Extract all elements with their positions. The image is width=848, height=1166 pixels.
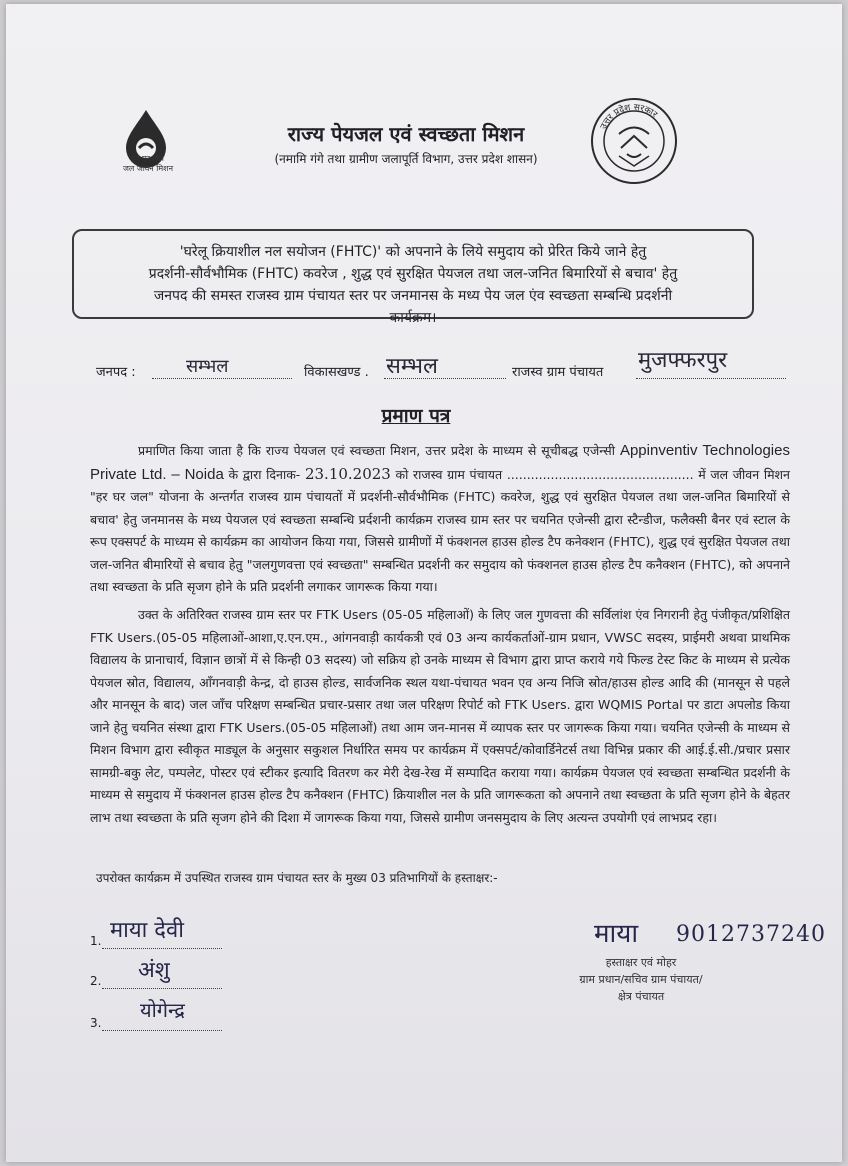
- para1-intro: प्रमाणित किया जाता है कि राज्य पेयजल एवं स्वच्छता मिशन, उत्तर प्रदेश के माध्यम से सूचीबद्ध एजेन्सी: [138, 443, 615, 458]
- signature-2: अंशु: [138, 958, 170, 983]
- logo-text: हर घर जल: [132, 154, 164, 163]
- district-field[interactable]: सम्भल: [186, 356, 229, 377]
- district-label: जनपद :: [96, 365, 136, 380]
- para1-body: को राजस्व ग्राम पंचायत ............................................... में जल जीवन मिशन "हर घर जल" योजना के अन्तर्गत राजस्व ग्राम पंचायतों में प्रदर्शनी-सौर्वभौमिक (FHTC) कवरेज, शुद्ध एवं सुरक्षित पेयजल तथा जल-जनित बिमारियों से बचाव' हेतु जनमानस के मध्य पेयजल एवं स्वच्छता सम्बन्धि प्रर्दशनी कार्यक्रम राजस्व ग्राम स्तर पर चयनित एजेन्सी द्वारा स्टैन्डीज, फलैक्सी बैनर एवं स्टाल के रूप एक्सपर्ट के माध्यम से कार्यक्रम का आयोजन किया गया, जिससे ग्रामीणों में फंक्शनल हाउस होल्ड टैप कनेक्शन (FHTC), शुद्ध एवं सुरक्षित पेयजल तथा जल-जनित बीमारियों से बचाव हेतु "जलगुणवत्ता एवं स्वच्छता" सम्बन्धित प्रदर्शनी कर समुदाय को फंक्शनल हाउस होल्ड टैप कनैक्शन (FHTC), को अपनाने तथा स्वच्छता के प्रति सृजग होने के प्रति प्रदर्शनी लगाकर जागरूक किया गया।: [90, 466, 790, 594]
- banner-line-3: जनपद की समस्त राजस्व ग्राम पंचायत स्तर पर जनमानस के मध्य पेय जल एंव स्वच्छता सम्बन्धि प्रदर्शनी: [153, 288, 673, 304]
- pradhan-signature: माया: [594, 919, 639, 949]
- agency-name: Appinventiv Technologies Private Ltd. – Noida: [90, 442, 790, 483]
- panchayat-field[interactable]: मुजफ्फरपुर: [638, 348, 728, 373]
- signature-number-2: 2.: [90, 974, 102, 988]
- emblem-seal-icon: [589, 96, 679, 186]
- panchayat-label: राजस्व ग्राम पंचायत: [512, 365, 604, 380]
- location-fields: [96, 348, 816, 384]
- stamp-label: हस्ताक्षर एवं मोहर: [605, 956, 677, 969]
- logo-subtext: जल जीवन मिशन: [122, 164, 174, 173]
- page-title: राज्य पेयजल एवं स्वच्छता मिशन: [287, 122, 525, 146]
- document-page: [6, 4, 842, 1162]
- signature-number-1: 1.: [90, 934, 102, 948]
- block-field[interactable]: सम्भल: [386, 354, 438, 379]
- logo-caption: [110, 154, 186, 174]
- certificate-paragraph-2: उक्त के अतिरिक्त राजस्व ग्राम स्तर पर FTK Users (05-05 महिलाओं) के लिए जल गुणवत्ता की सर्विलांश एंव निगरानी हेतु पंजीकृत/प्रशिक्षित FTK Users.(05-05 महिलाओं-आशा,ए.एन.एम., आंगनवाड़ी कार्यकत्री एवं 03 अन्य कार्यकर्ताओं-ग्राम प्रधान, VWSC सदस्य, प्राईमरी अथवा प्राथमिक विद्यालय के प्रानाचार्य, विज्ञान छात्रों में से किन्ही 03 सदस्य) जो सक्रिय हो उनके माध्यम से विभाग द्वारा प्राप्त कराये गये फिल्ड टेस्ट किट के माध्यम से प्रत्येक पेयजल स्रोत, विद्यालय, आँगनवाड़ी केन्द्र, दो हाउस होल्ड, सार्वजनिक स्थल यथा-पंचायत भवन एव अन्य निजि स्रोत/हाउस होल्ड आदि की (मानसून से पहले और मानसून के बाद) जल जाँच परिक्षण सम्बन्धित प्रचार-प्रसार तथा जल परिक्षण रिपोर्ट को FTK Users. द्वारा WQMIS Portal पर डाटा अपलोड किया जाने हेतु चयनित संस्था द्वारा FTK Users.(05-05 महिलाओं) तथा आम जन-मानस में व्यापक स्तर पर जागरूक किया गया। चयनित एजेन्सी के माध्यम से मिशन विभाग द्वारा स्वीकृत माड्यूल के अनुसार सकुशल निर्धारित समय पर कार्यक्रम में एक्सपर्ट/कोवार्डिनेटर्स तथा विभिन्न प्रकार की आई.ई.सी./प्रचार प्रसार सामग्री-बकु लेट, पम्पलेट, पोस्टर एवं स्टीकर इत्यादि वितरण कर मेरी देख-रेख में सम्पादित कराया गया। कार्यक्रम पेयजल एवं स्वच्छता सम्बन्धित प्रदर्शनी के माध्यम से समुदाय में फंक्शनल हाउस होल्ड टैप कनैक्शन (FHTC) क्रियाशील नल के प्रति जागरूकता को अपनाने तथा स्वच्छता के प्रति सृजग होने के बेहतर लाभ तथा स्वच्छता के प्रति सृजग होने की दिशा में जागरूक किया गया, जिससे ग्रामीण जनसमुदाय के लिए अत्यन्त उपयोगी एवं लाभप्रद रहा।: [90, 607, 790, 825]
- signature-3: योगेन्द्र: [140, 998, 185, 1022]
- pradhan-designation: [551, 954, 731, 1005]
- certificate-paragraph-1: [90, 440, 790, 599]
- page-subtitle: (नमामि गंगे तथा ग्रामीण जलापूर्ति विभाग, उत्तर प्रदेश शासन): [274, 152, 538, 166]
- banner-line-2: प्रदर्शनी-सौर्वभौमिक (FHTC) कवरेज , शुद्ध एवं सुरक्षित पेयजल तथा जल-जनित बिमारियों से बचाव' हेतु: [148, 266, 678, 282]
- up-government-emblem: [589, 96, 679, 186]
- block-label: विकासखण्ड .: [304, 365, 369, 380]
- banner-line-1: 'घरेलू क्रियाशील नल सयोजन (FHTC)' को अपनाने के लिये समुदाय को प्रेरित किये जाने हेतु: [179, 244, 647, 260]
- signatures-intro: उपरोक्त कार्यक्रम में उपस्थित राजस्व ग्राम पंचायत स्तर के मुख्य 03 प्रतिभागियों के हस्ताक्षर:-: [96, 871, 498, 885]
- signature-1: माया देवी: [110, 918, 184, 943]
- para1-date-label: के द्वारा दिनाक-: [228, 466, 301, 482]
- emblem-text: उत्तर प्रदेश सरकार: [598, 102, 659, 131]
- designation-line-1: ग्राम प्रधान/सचिव ग्राम पंचायत/: [579, 973, 703, 986]
- pradhan-phone: 9012737240: [676, 922, 826, 947]
- program-banner: [72, 229, 754, 326]
- signature-number-3: 3.: [90, 1016, 102, 1030]
- banner-line-4: कार्यक्रम।: [389, 310, 437, 326]
- certificate-title: प्रमाण पत्र: [381, 405, 451, 427]
- designation-line-2: क्षेत्र पंचायत: [617, 990, 665, 1003]
- event-date: 23.10.2023: [304, 464, 391, 483]
